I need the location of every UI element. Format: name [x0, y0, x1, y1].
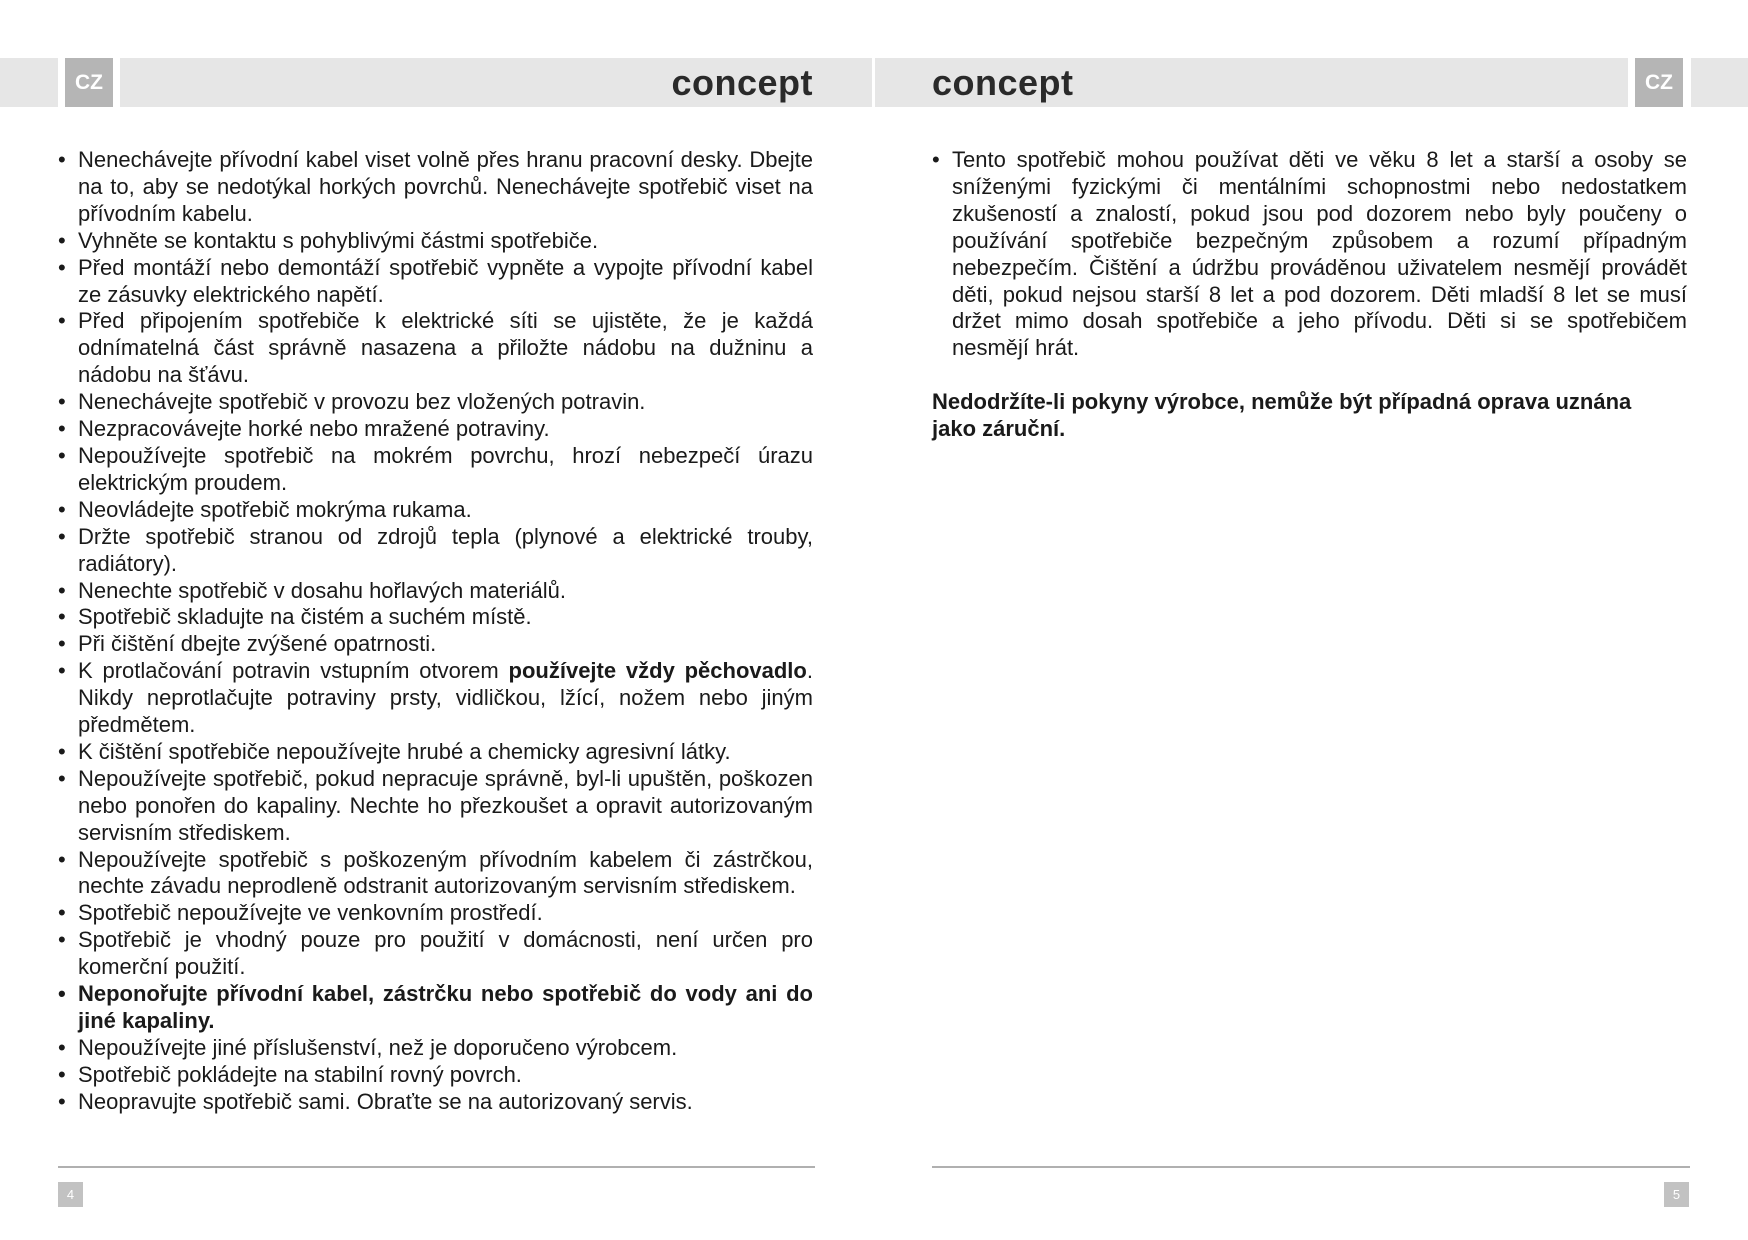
- safety-instructions-list-right: [932, 147, 1687, 362]
- list-item: • Spotřebič nepoužívejte ve venkovním prostředí.: [58, 900, 813, 927]
- right-page-content: [932, 147, 1687, 443]
- footer-rule-right: [932, 1166, 1690, 1168]
- list-item-pusher: [58, 658, 813, 739]
- brand-logo-left: concept: [671, 62, 813, 103]
- page-number-left: 4: [58, 1182, 83, 1207]
- list-item: • Nepoužívejte spotřebič, pokud nepracuje správně, byl-li upuštěn, poškozen nebo ponořen do kapaliny. Nechte ho přezkoušet a opravit autorizovaným servisním střediskem.: [58, 766, 813, 847]
- safety-instructions-list-left: [58, 147, 813, 1116]
- list-item: • Nepoužívejte spotřebič s poškozeným přívodním kabelem či zástrčkou, nechte závadu neprodleně odstranit autorizovaným servisním střediskem.: [58, 847, 813, 901]
- list-item: • Nenechávejte spotřebič v provozu bez vložených potravin.: [58, 389, 813, 416]
- list-item: • Při čištění dbejte zvýšené opatrnosti.: [58, 631, 813, 658]
- pusher-text-end: . Nikdy neprotlačujte potraviny prsty, vidličkou, lžící, nožem nebo jiným předmětem.: [78, 658, 813, 738]
- language-badge-left: CZ: [65, 58, 113, 107]
- list-item: • Spotřebič skladujte na čistém a suchém místě.: [58, 604, 813, 631]
- list-item: • Nezpracovávejte horké nebo mražené potraviny.: [58, 416, 813, 443]
- warranty-note: Nedodržíte-li pokyny výrobce, nemůže být případná oprava uznána jako záruční.: [932, 389, 1632, 442]
- list-item: • Neovládejte spotřebič mokrýma rukama.: [58, 497, 813, 524]
- language-badge-right: CZ: [1635, 58, 1683, 107]
- brand-logo-right: concept: [932, 62, 1074, 103]
- list-item-bold-warning: • Neponořujte přívodní kabel, zástrčku nebo spotřebič do vody ani do jiné kapaliny.: [58, 981, 813, 1035]
- list-item: • Spotřebič pokládejte na stabilní rovný povrch.: [58, 1062, 813, 1089]
- list-item: • Držte spotřebič stranou od zdrojů tepla (plynové a elektrické trouby, radiátory).: [58, 524, 813, 578]
- list-item: • Spotřebič je vhodný pouze pro použití v domácnosti, není určen pro komerční použití.: [58, 927, 813, 981]
- footer-rule-left: [58, 1166, 815, 1168]
- list-item: • K čištění spotřebiče nepoužívejte hrubé a chemicky agresivní látky.: [58, 739, 813, 766]
- left-page-content: [58, 147, 813, 1116]
- list-item: • Nepoužívejte jiné příslušenství, než je doporučeno výrobcem.: [58, 1035, 813, 1062]
- page-number-right: 5: [1664, 1182, 1689, 1207]
- list-item: • Nepoužívejte spotřebič na mokrém povrchu, hrozí nebezpečí úrazu elektrickým proudem.: [58, 443, 813, 497]
- list-item: • Vyhněte se kontaktu s pohyblivými částmi spotřebiče.: [58, 228, 813, 255]
- list-item: • Nenechávejte přívodní kabel viset volně přes hranu pracovní desky. Dbejte na to, aby se nedotýkal horkých povrchů. Nenechávejte spotřebič viset na přívodním kabelu.: [58, 147, 813, 228]
- pusher-text-bold: používejte vždy pěchovadlo: [508, 658, 807, 684]
- list-item: • Neopravujte spotřebič sami. Obraťte se na autorizovaný servis.: [58, 1089, 813, 1116]
- header-band-right-edge: [1691, 58, 1748, 107]
- pusher-text-start: K protlačování potravin vstupním otvorem: [78, 658, 509, 684]
- list-item: • Před montáží nebo demontáží spotřebič vypněte a vypojte přívodní kabel ze zásuvky elektrického napětí.: [58, 255, 813, 309]
- header-band-left-edge: [0, 58, 58, 107]
- list-item: • Nenechte spotřebič v dosahu hořlavých materiálů.: [58, 578, 813, 605]
- list-item: • Tento spotřebič mohou používat děti ve věku 8 let a starší a osoby se sníženými fyzickými či mentálními schopnostmi nebo nedostatkem zkušeností a znalostí, pokud jsou pod dozorem nebo byly poučeny o používání spotřebiče bezpečným způsobem a rozumí případným nebezpečím. Čištění a údržbu prováděnou uživatelem nesmějí provádět děti, pokud nejsou starší 8 let a pod dozorem. Děti mladší 8 let se musí držet mimo dosah spotřebiče a jeho přívodu. Děti si se spotřebičem nesmějí hrát.: [932, 147, 1687, 362]
- list-item: • Před připojením spotřebiče k elektrické síti se ujistěte, že je každá odnímatelná část správně nasazena a přiložte nádobu na dužninu a nádobu na šťávu.: [58, 308, 813, 389]
